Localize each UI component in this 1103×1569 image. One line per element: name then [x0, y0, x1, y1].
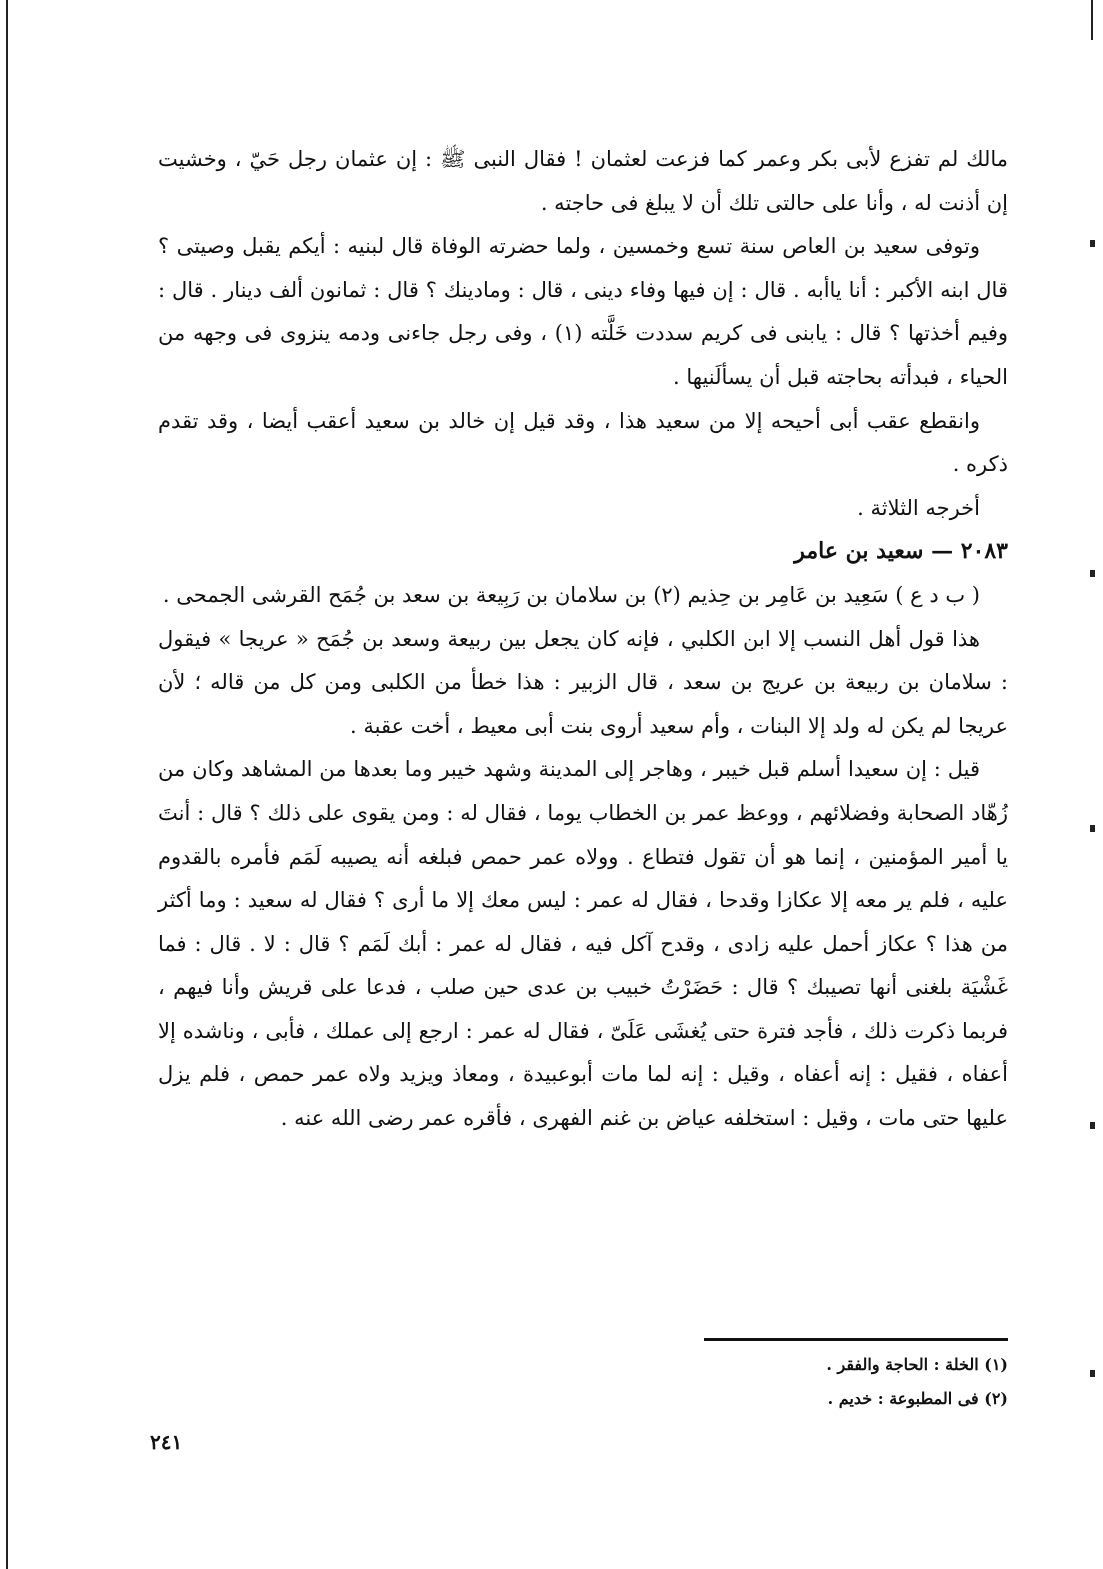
footnote: (١) الخلة : الحاجة والفقر . [826, 1355, 1008, 1374]
paragraph-lineage: ( ب د ع ) سَعِيد بن عَامِر بن حِذيم (٢) بن سلامان بن رَبِيعة بن سعد بن جُمَح القرشى الجمحى . [162, 582, 980, 607]
paragraph: وانقطع عقب أبى أحيحه إلا من سعيد هذا ، وقد قيل إن خالد بن سعيد أعقب أيضا ، وقد تقدم ذكره . [158, 408, 1008, 477]
paragraph: قيل : إن سعيدا أسلم قبل خيبر ، وهاجر إلى المدينة وشهد خيبر وما بعدها من المشاهد وكان من زُهّاد الصحابة وفضلائهم ، ووعظ عمر بن الخطاب يوما ، فقال له : ومن يقوى على ذلك ؟ قال : أنتَ يا أمير المؤمنين ، إنما هو أن تقول فتطاع . وولاه عمر حمص فبلغه أنه يصيبه لَمَم فأمره بالقدوم عليه ، فلم ير معه إلا عكازا وقدحا ، فقال له عمر : ليس معك إلا ما أرى ؟ فقال له سعيد : وما أكثر من هذا ؟ عكاز أحمل عليه زادى ، وقدح آكل فيه ، فقال له عمر : أبك لَمَم ؟ قال : لا . قال : فما غَشْيَة بلغنى أنها تصيبك ؟ قال : حَضَرْتُ خبيب بن عدى حين صلب ، فدعا على قريش وأنا فيهم ، فربما ذكرت ذلك ، فأجد فترة حتى يُغشَى عَلَىّ ، فقال له عمر : ارجع إلى عملك ، فأبى ، وناشده إلا أعفاه ، فقيل : إنه أعفاه ، وقيل : إنه لما مات أبوعبيدة ، ومعاذ ويزيد ولاه عمر حمص ، فلم يزل عليها حتى مات ، وقيل : استخلفه عياض بن غنم الفهرى ، فأقره عمر رضى الله عنه . [158, 757, 1008, 1131]
paragraph: وتوفى سعيد بن العاص سنة تسع وخمسين ، ولما حضرته الوفاة قال لبنيه : أيكم يقبل وصيتى ؟ قال ابنه الأكبر : أنا ياأبه . قال : إن فيها وفاء دينى ، قال : ومادينك ؟ قال : ثمانون ألف دينار . قال : وفيم أخذتها ؟ قال : يابنى فى كريم سددت خَلَّته (١) ، وفى رجل جاءنى ودمه ينزوى فى وجهه من الحياء ، فبدأته بحاجته قبل أن يسألَنيها . [158, 234, 1009, 389]
margin-mark [1090, 1370, 1095, 1377]
paragraph-continuation: مالك لم تفزع لأبى بكر وعمر كما فزعت لعثمان ! فقال النبى ﷺ : إن عثمان رجل حَيّ ، وخشيت إن أذنت له ، وأنا على حالتى تلك أن لا يبلغ فى حاجته . [158, 147, 1008, 215]
margin-mark [1090, 570, 1095, 577]
page-number: ٢٤١ [150, 1430, 183, 1454]
footnote: (٢) فى المطبوعة : خديم . [827, 1389, 1008, 1408]
margin-mark [1090, 1122, 1095, 1129]
margin-mark [1090, 240, 1095, 247]
margin-mark [1090, 825, 1095, 832]
footnote-divider [704, 1338, 1008, 1341]
footnotes [604, 1348, 1008, 1416]
paragraph: هذا قول أهل النسب إلا ابن الكلبي ، فإنه كان يجعل بين ربيعة وسعد بن جُمَح « عريجا » فيقول : سلامان بن ربيعة بن عريج بن سعد ، قال الزبير : هذا خطأ من الكلبى ومن كل من قاله ؛ لأن عريجا لم يكن له ولد إلا البنات ، وأم سعيد أروى بنت أبى معيط ، أخت عقبة . [158, 626, 1008, 738]
scan-edge-left [6, 0, 8, 1569]
paragraph-source-note: أخرجه الثلاثة . [857, 495, 980, 520]
scan-edge-right [1091, 0, 1093, 40]
page-body [158, 138, 1008, 1141]
entry-heading: ٢٠٨٣ — سعيد بن عامر [794, 538, 1008, 565]
